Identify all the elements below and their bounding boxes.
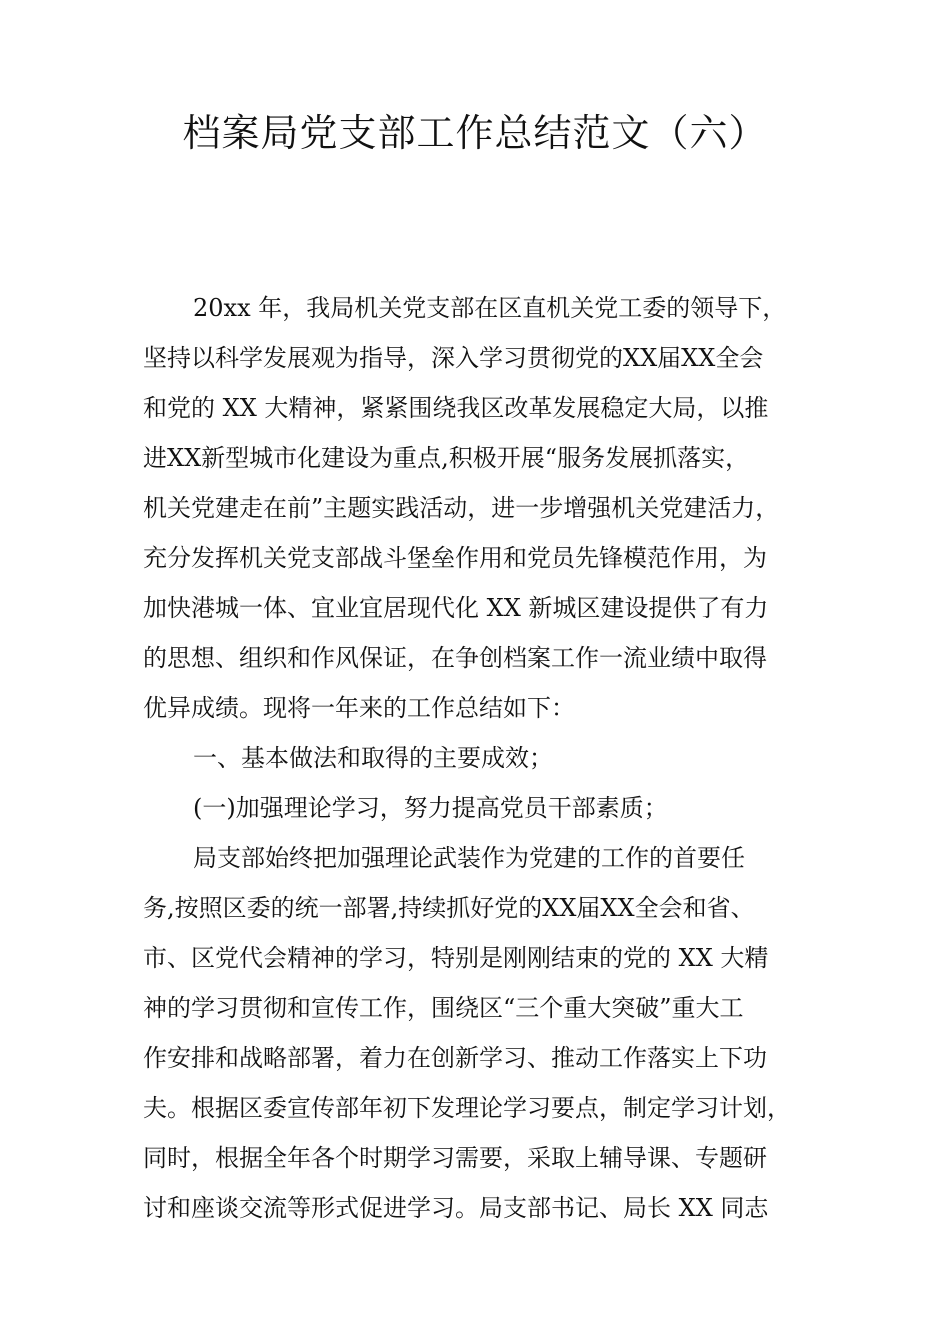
paragraph-line: 20xx 年，我局机关党支部在区直机关党工委的领导下， bbox=[193, 294, 787, 322]
paragraph-line: 作安排和战略部署，着力在创新学习、推动工作落实上下功 bbox=[143, 1044, 767, 1072]
paragraph-line: 神的学习贯彻和宣传工作，围绕区“三个重大突破”重大工 bbox=[143, 994, 744, 1022]
paragraph-line: 局支部始终把加强理论武装作为党建的工作的首要任 bbox=[193, 844, 745, 872]
paragraph-line: 市、区党代会精神的学习，特别是刚刚结束的党的 XX 大精 bbox=[143, 944, 769, 972]
paragraph-line: 坚持以科学发展观为指导，深入学习贯彻党的XX届XX全会 bbox=[143, 344, 764, 372]
paragraph-line: 讨和座谈交流等形式促进学习。局支部书记、局长 XX 同志 bbox=[143, 1194, 769, 1222]
subsection-heading: (一)加强理论学习，努力提高党员干部素质； bbox=[193, 794, 668, 822]
paragraph-line: 和党的 XX 大精神，紧紧围绕我区改革发展稳定大局，以推 bbox=[143, 394, 769, 422]
paragraph-line: 充分发挥机关党支部战斗堡垒作用和党员先锋模范作用，为 bbox=[143, 544, 767, 572]
paragraph-line: 进XX新型城市化建设为重点,积极开展“服务发展抓落实， bbox=[143, 444, 750, 472]
section-heading: 一、基本做法和取得的主要成效； bbox=[193, 744, 553, 772]
paragraph-line: 优异成绩。现将一年来的工作总结如下： bbox=[143, 694, 575, 722]
paragraph-line: 夫。根据区委宣传部年初下发理论学习要点，制定学习计划， bbox=[143, 1094, 791, 1122]
paragraph-line: 务,按照区委的统一部署,持续抓好党的XX届XX全会和省、 bbox=[143, 894, 755, 922]
paragraph-line: 同时，根据全年各个时期学习需要，采取上辅导课、专题研 bbox=[143, 1144, 767, 1172]
paragraph-line: 加快港城一体、宜业宜居现代化 XX 新城区建设提供了有力 bbox=[143, 594, 769, 622]
paragraph-line: 机关党建走在前”主题实践活动，进一步增强机关党建活力， bbox=[143, 494, 780, 522]
paragraph-line: 的思想、组织和作风保证，在争创档案工作一流业绩中取得 bbox=[143, 644, 767, 672]
document-body bbox=[143, 283, 823, 1233]
document-title: 档案局党支部工作总结范文（六） bbox=[182, 111, 768, 155]
